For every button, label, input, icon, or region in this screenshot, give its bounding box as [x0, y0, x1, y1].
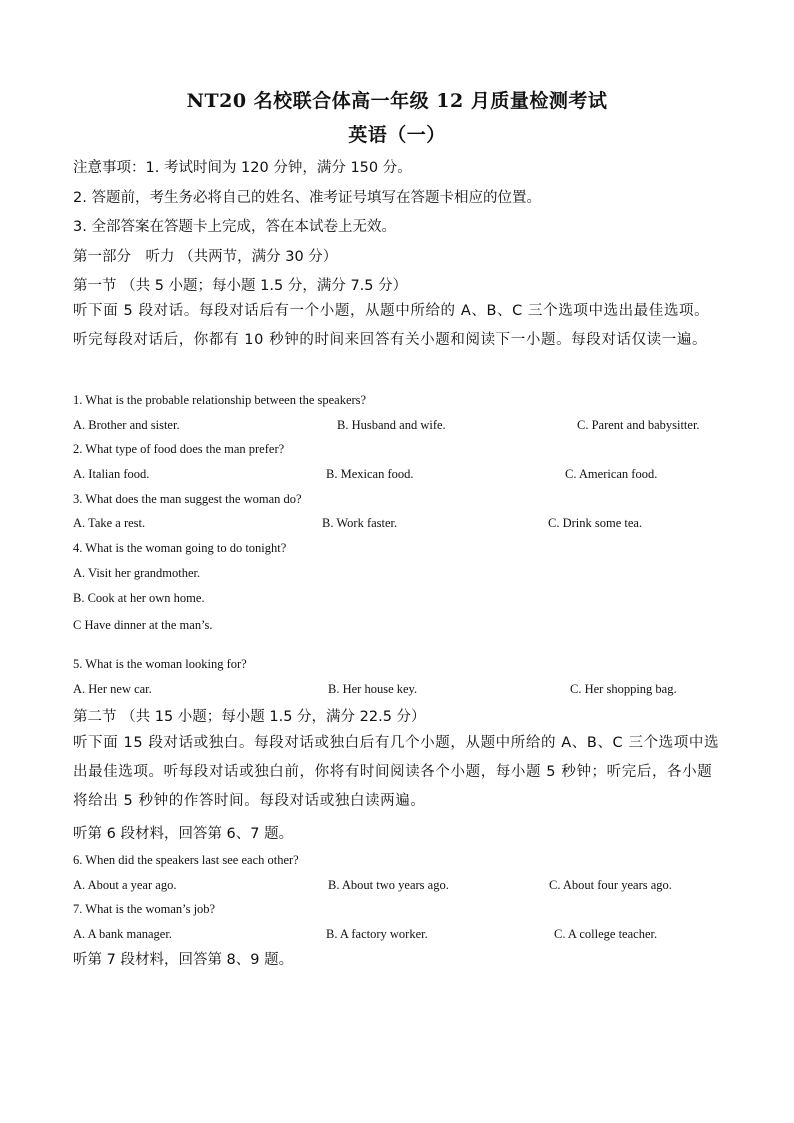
question-text: 7. What is the woman’s job? [73, 902, 216, 916]
question-text: 1. What is the probable relationship between the speakers? [73, 393, 367, 407]
option-b: B. Husband and wife. [337, 418, 446, 432]
question-text: 2. What type of food does the man prefer? [73, 442, 285, 456]
notice-line-2: 2. 答题前，考生务必将自己的姓名、准考证号填写在答题卡相应的位置。 [73, 190, 541, 206]
option-b: B. Her house key. [328, 682, 418, 696]
question-text: 4. What is the woman going to do tonight? [73, 541, 287, 555]
option-a: A. Italian food. [73, 467, 150, 481]
option-b: B. Cook at her own home. [73, 591, 205, 605]
option-c: C. American food. [565, 467, 658, 481]
section2-heading: 第二节 （共 15 小题；每小题 1.5 分，满分 22.5 分） [73, 709, 426, 725]
exam-title: NT20 名校联合体高一年级 12 月质量检测考试 [186, 90, 608, 112]
option-c: C. A college teacher. [554, 927, 658, 941]
section1-instructions: 听下面 5 段对话。每段对话后有一个小题，从题中所给的 A、B、C 三个选项中选出最佳选项。听完每段对话后，你都有 10 秒钟的时间来回答有关小题和阅读下一小题。每段对话仅读一遍。 [73, 303, 710, 348]
option-c: C. Parent and babysitter. [577, 418, 700, 432]
exam-subtitle: 英语（一） [348, 124, 446, 146]
question-text: 5. What is the woman looking for? [73, 657, 247, 671]
option-a: A. Brother and sister. [73, 418, 180, 432]
option-b: B. A factory worker. [326, 927, 428, 941]
notice-line-3: 3. 全部答案在答题卡上完成，答在本试卷上无效。 [73, 219, 396, 235]
option-a: A. A bank manager. [73, 927, 172, 941]
option-c: C Have dinner at the man’s. [73, 618, 213, 632]
option-a: A. Her new car. [73, 682, 152, 696]
option-c: C. About four years ago. [549, 878, 672, 892]
option-a: A. Visit her grandmother. [73, 566, 201, 580]
option-b: B. About two years ago. [328, 878, 449, 892]
question-text: 6. When did the speakers last see each other? [73, 853, 299, 867]
option-a: A. Take a rest. [73, 516, 146, 530]
option-c: C. Drink some tea. [548, 516, 643, 530]
option-c: C. Her shopping bag. [570, 682, 677, 696]
option-b: B. Work faster. [322, 516, 398, 530]
notice-line-1: 注意事项：1. 考试时间为 120 分钟，满分 150 分。 [73, 160, 412, 176]
material-7-heading: 听第 7 段材料，回答第 8、9 题。 [73, 952, 294, 968]
material-6-heading: 听第 6 段材料，回答第 6、7 题。 [73, 826, 294, 842]
option-b: B. Mexican food. [326, 467, 414, 481]
part1-heading: 第一部分 听力 （共两节，满分 30 分） [73, 249, 338, 265]
option-a: A. About a year ago. [73, 878, 177, 892]
section1-heading: 第一节 （共 5 小题；每小题 1.5 分，满分 7.5 分） [73, 278, 408, 294]
section2-instructions: 听下面 15 段对话或独白。每段对话或独白后有几个小题，从题中所给的 A、B、C 三个选项中选出最佳选项。听每段对话或独白前，你将有时间阅读各个小题，每小题 5 秒钟；听完后，各小题将给出 5 秒钟的作答时间。每段对话或独白读两遍。 [73, 735, 720, 809]
question-text: 3. What does the man suggest the woman do? [73, 492, 302, 506]
